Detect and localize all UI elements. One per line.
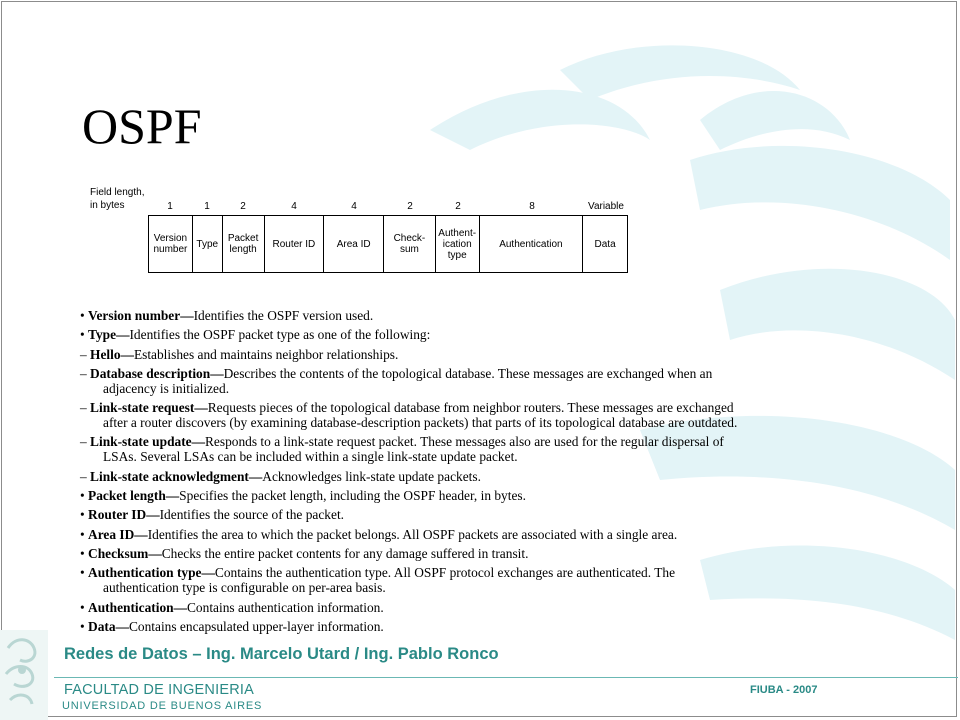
- desc-term: Data: [88, 618, 116, 634]
- field-descriptions: [80, 308, 900, 638]
- desc-term: Link-state update: [90, 434, 192, 450]
- field-type: Type: [193, 216, 223, 272]
- desc-text: Identifies the OSPF packet type as one of the following:: [129, 327, 431, 343]
- desc-item: • Area ID—Identifies the area to which the packet belongs. All OSPF packets are associated with a single area.: [80, 526, 678, 542]
- desc-item: • Authentication—Contains authentication information.: [80, 599, 384, 615]
- page-title: OSPF: [82, 98, 202, 154]
- faculty-name: FACULTAD DE INGENIERIA: [64, 682, 254, 698]
- field-size: 2: [455, 201, 461, 212]
- desc-text: Requests pieces of the topological database from neighbor routers. These messages are exchanged: [207, 400, 734, 416]
- desc-text: Responds to a link-state request packet. These messages also are used for the regular dispersal of: [205, 434, 724, 450]
- university-logo: [0, 630, 48, 720]
- desc-term: Hello: [90, 346, 121, 362]
- desc-text: Contains authentication information.: [187, 599, 384, 615]
- field-size: 4: [291, 201, 297, 212]
- desc-text-continued: LSAs. Several LSAs can be included within a single link-state update packet.: [103, 449, 518, 465]
- desc-item: – Database description—Describes the contents of the topological database. These messages are exchanged when an adjacency is initialized.: [80, 366, 900, 396]
- desc-term: Authentication type: [88, 565, 202, 581]
- desc-term: Authentication: [88, 599, 174, 615]
- desc-text: Establishes and maintains neighbor relationships.: [133, 346, 399, 362]
- desc-term: Version number: [88, 308, 181, 323]
- desc-text: Specifies the packet length, including the OSPF header, in bytes.: [179, 488, 526, 504]
- desc-text: Identifies the area to which the packet belongs. All OSPF packets are associated with a single area.: [147, 526, 678, 542]
- field-size: 4: [351, 201, 357, 212]
- university-name: UNIVERSIDAD DE BUENOS AIRES: [62, 700, 263, 712]
- desc-item: • Authentication type—Contains the authentication type. All OSPF protocol exchanges are authenticated. The authentication type is configurable on per-area basis.: [80, 565, 900, 595]
- field-router-id: Router ID: [265, 216, 325, 272]
- desc-term: Packet length: [88, 488, 166, 504]
- footer-divider: [54, 677, 958, 678]
- desc-item: • Version number—Identifies the OSPF version used.: [80, 308, 374, 323]
- field-size: Variable: [588, 201, 624, 212]
- field-length-label: Field length, in bytes: [90, 187, 145, 211]
- desc-item: • Router ID—Identifies the source of the packet.: [80, 507, 345, 523]
- desc-item: – Link-state request—Requests pieces of the topological database from neighbor routers. These messages are exchanged after a router discovers (by examining database-description packets) that parts of its topological database are outdated.: [80, 400, 900, 430]
- desc-text: Contains the authentication type. All OSPF protocol exchanges are authenticated. The: [214, 565, 676, 581]
- desc-text: Contains encapsulated upper-layer information.: [128, 618, 384, 634]
- field-data: Data: [594, 238, 616, 250]
- desc-item: • Type—Identifies the OSPF packet type as one of the following:: [80, 327, 431, 343]
- desc-term: Database description: [90, 365, 211, 381]
- desc-item: • Data—Contains encapsulated upper-layer information.: [80, 618, 384, 634]
- desc-term: Link-state request: [90, 400, 195, 416]
- desc-text-continued: adjacency is initialized.: [103, 380, 230, 396]
- desc-text: Identifies the OSPF version used.: [193, 308, 374, 323]
- desc-text: Identifies the source of the packet.: [159, 507, 345, 523]
- desc-term: Area ID: [88, 526, 135, 542]
- desc-term: Type: [88, 327, 117, 343]
- field-authentication: Authentication: [480, 216, 584, 272]
- desc-text-continued: authentication type is configurable on per-area basis.: [103, 580, 386, 596]
- field-size: 1: [167, 201, 173, 212]
- field-authentication-type: Authent- ication type: [436, 216, 480, 272]
- desc-item: – Link-state acknowledgment—Acknowledges link-state update packets.: [80, 468, 481, 484]
- field-size: 1: [204, 201, 210, 212]
- desc-text: Describes the contents of the topological database. These messages are exchanged when an: [223, 365, 713, 381]
- course-year: FIUBA - 2007: [750, 684, 818, 696]
- packet-fields-row: [148, 215, 628, 273]
- desc-text-continued: after a router discovers (by examining database-description packets) that parts of its topological database are outdated.: [103, 415, 738, 431]
- desc-item: • Checksum—Checks the entire packet contents for any damage suffered in transit.: [80, 545, 529, 561]
- footer-author: Redes de Datos – Ing. Marcelo Utard / Ing. Pablo Ronco: [64, 645, 499, 663]
- desc-text: Acknowledges link-state update packets.: [262, 468, 481, 484]
- desc-item: – Link-state update—Responds to a link-state request packet. These messages also are used for the regular dispersal of LSAs. Several LSAs can be included within a single link-state update packet.: [80, 434, 900, 464]
- field-size: 2: [240, 201, 246, 212]
- field-version-number: Version number: [149, 216, 193, 272]
- desc-item: • Packet length—Specifies the packet length, including the OSPF header, in bytes.: [80, 488, 526, 504]
- desc-term: Router ID: [88, 507, 147, 523]
- desc-term: Checksum: [88, 545, 149, 561]
- field-area-id: Area ID: [324, 216, 384, 272]
- desc-item: – Hello—Establishes and maintains neighbor relationships.: [80, 346, 399, 362]
- field-size: 8: [529, 201, 535, 212]
- field-packet-length: Packet length: [223, 216, 265, 272]
- desc-text: Checks the entire packet contents for any damage suffered in transit.: [161, 545, 529, 561]
- field-size: 2: [407, 201, 413, 212]
- ospf-packet-diagram: [90, 186, 640, 286]
- desc-term: Link-state acknowledgment: [90, 468, 249, 484]
- field-checksum: Check- sum: [384, 216, 436, 272]
